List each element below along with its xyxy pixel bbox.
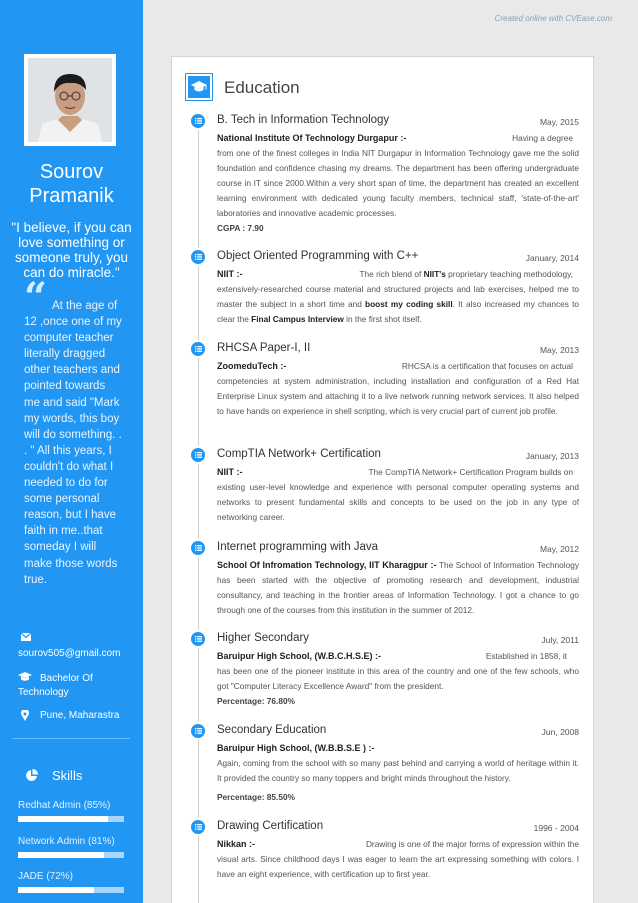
entry-description: competencies at system administration, including installation and configuration of a Red Hat Enterprise Linux system and attaching it to a live network running network services. It also helped to have hands on experience in shell scripting, which is very crucial part of current job profile. bbox=[217, 376, 579, 416]
entry-date: July, 2011 bbox=[541, 635, 579, 645]
entry-title: Secondary Education bbox=[217, 724, 327, 736]
list-icon bbox=[191, 448, 205, 462]
skill-fill bbox=[18, 816, 108, 822]
entry-institution: ZoomeduTech :- bbox=[217, 361, 287, 371]
entry-lead: Drawing is one of the major forms of expression within the bbox=[365, 839, 579, 849]
sidebar bbox=[0, 0, 143, 903]
entry-description: existing user-level knowledge and experience with personal computer operating systems and networks to present fundamental skills and concepts to be used on the job in any type of networking career. bbox=[217, 482, 579, 522]
skill-bar-redhat bbox=[18, 816, 124, 822]
entry-body bbox=[217, 465, 579, 525]
entry-institution: Baruipur High School, (W.B.C.H.S.E) :- bbox=[217, 651, 381, 661]
entry-date: January, 2014 bbox=[525, 253, 579, 263]
motto: "I believe, if you can love something or someone truly, you can do miracle." bbox=[11, 220, 132, 280]
skills-title: Skills bbox=[52, 768, 83, 783]
entry-grade: Percentage: 76.80% bbox=[217, 696, 295, 706]
entry-institution: Baruipur High School, (W.B.B.S.E ) :- bbox=[217, 743, 375, 753]
entry-description: extensively-researched course material and structured projects and lab exercises, helped me to master the subject in a short time and bbox=[217, 284, 579, 309]
entry-lead: Established in 1858, it bbox=[485, 651, 567, 661]
entry-date: Jun, 2008 bbox=[541, 727, 579, 737]
education-heading: Education bbox=[224, 78, 300, 97]
entry-title: B. Tech in Information Technology bbox=[217, 114, 390, 126]
graduation-cap-icon bbox=[188, 76, 210, 98]
entry-highlight: boost my coding skill bbox=[365, 299, 453, 309]
map-marker-icon bbox=[21, 710, 29, 721]
story-text: At the age of 12 ,once one of my computer teacher literally dragged other teachers and pointed towards me and said "Mark my words, this boy will do something. . . " All this years, I couldn't do what I needed to do for some personal reason, but I have faith in me..that someday I will make those words true. bbox=[24, 300, 122, 586]
education-section-icon bbox=[185, 73, 213, 101]
entry-lead: Having a degree bbox=[512, 133, 573, 143]
entry-body bbox=[217, 359, 579, 419]
entry-description: Again, coming from the school with so many past behind and carrying a world of heritage within it. It provided the country so many toppers and bright minds throughout the history. bbox=[217, 758, 579, 783]
skill-label-network: Network Admin (81%) bbox=[18, 836, 115, 847]
list-icon bbox=[191, 820, 205, 834]
entry-description: visual arts. Since childhood days I was eager to learn the art expressing something with colors. I have an eight experience, with certification up to first year. bbox=[217, 854, 579, 879]
contact-location: Pune, Maharastra bbox=[40, 710, 120, 721]
entry-highlight: Final Campus Interview bbox=[251, 314, 344, 324]
entry-date: January, 2013 bbox=[525, 451, 579, 461]
portrait-photo bbox=[28, 58, 112, 142]
pie-chart-icon bbox=[24, 768, 38, 782]
entry-institution: NIIT :- bbox=[217, 467, 243, 477]
entry-title: Internet programming with Java bbox=[217, 541, 379, 553]
entry-date: May, 2013 bbox=[539, 345, 579, 355]
entry-highlight: NIIT's bbox=[423, 269, 446, 279]
entry-date: May, 2012 bbox=[539, 544, 579, 554]
list-icon bbox=[191, 250, 205, 264]
entry-title: Object Oriented Programming with C++ bbox=[217, 250, 419, 262]
entry-description: has been one of the pioneer institute in this area of the country and one of the few schools, who got "Computer Literacy Excellence Award" from the president. bbox=[217, 666, 579, 691]
envelope-icon bbox=[20, 632, 32, 642]
entry-lead: RHCSA is a certification that focuses on actual bbox=[401, 361, 573, 371]
timeline-line bbox=[198, 113, 199, 903]
entry-body bbox=[217, 649, 579, 709]
entry-date: 1996 - 2004 bbox=[533, 823, 579, 833]
entry-lead: The rich blend of bbox=[359, 269, 422, 279]
list-icon bbox=[191, 114, 205, 128]
skill-fill bbox=[18, 852, 104, 858]
skill-bar-network bbox=[18, 852, 124, 858]
last-name: Pramanik bbox=[29, 185, 114, 207]
entry-institution: NIIT :- bbox=[217, 269, 243, 279]
entry-date: May, 2015 bbox=[539, 117, 579, 127]
skill-bar-jade bbox=[18, 887, 124, 893]
entry-description-2: . It also increased my chances to clear the bbox=[217, 299, 580, 324]
entry-institution: Nikkan :- bbox=[217, 839, 256, 849]
entry-description-3: in the first shot itself. bbox=[346, 314, 422, 324]
entry-grade: Percentage: 85.50% bbox=[217, 792, 295, 802]
sidebar-divider bbox=[12, 738, 130, 739]
credit-line: Created online with CVEase.com bbox=[494, 14, 612, 23]
entry-body bbox=[217, 558, 579, 618]
contact-email[interactable]: sourov505@gmail.com bbox=[18, 648, 121, 659]
list-icon bbox=[191, 541, 205, 555]
entry-body bbox=[217, 837, 579, 882]
entry-title: Higher Secondary bbox=[217, 632, 310, 644]
entry-body bbox=[217, 131, 579, 236]
skill-fill bbox=[18, 887, 94, 893]
entry-title: Drawing Certification bbox=[217, 820, 324, 832]
skill-label-jade: JADE (72%) bbox=[18, 871, 74, 882]
entry-title: CompTIA Network+ Certification bbox=[217, 448, 381, 460]
list-icon bbox=[191, 342, 205, 356]
entry-title: RHCSA Paper-I, II bbox=[217, 342, 311, 354]
list-icon bbox=[191, 724, 205, 738]
entry-description: from one of the finest colleges in India NIT Durgapur in Information Technology gave me the solid foundation and confidence chasing my dreams. The department has been offering undergraduate course in IT since 2000.Within a very short span of time, the department has created an excellent learning environment with dedicated young faculty members, technical staff, 'state-of-the-art' laboratories and innovative academic processes. bbox=[217, 148, 579, 218]
personal-story bbox=[24, 298, 124, 588]
list-icon bbox=[191, 632, 205, 646]
entry-grade: CGPA : 7.90 bbox=[217, 223, 264, 233]
first-name: Sourov bbox=[39, 161, 104, 183]
entry-institution: School Of Infromation Technology, IIT Kharagpur :- bbox=[217, 560, 437, 570]
entry-institution: National Institute Of Technology Durgapur :- bbox=[217, 133, 407, 143]
entry-description: Technology has been started with the objective of promoting research and development, industrial consultancy, and teaching in the frontier areas of Information Technology. I got a chance to go through one of the courses from this institution in the summer of 2012. bbox=[217, 560, 580, 615]
entry-lead: The School of Information bbox=[438, 560, 535, 570]
entry-body: NIIT :- The rich blend of NIIT's proprietary teaching methodology, extensively-researched course material and structured projects and lab exercises, helped me to master the subject in a short time and boost my coding skill. It also increased my chances to clear the Final Campus Interview in the first shot itself. bbox=[217, 269, 580, 324]
contact-degree: Bachelor Of Technology bbox=[18, 673, 93, 698]
entry-lead: The CompTIA Network+ Certification Program builds on bbox=[368, 467, 573, 477]
skill-label-redhat: Redhat Admin (85%) bbox=[18, 800, 111, 811]
profile-name bbox=[0, 160, 143, 208]
entry-body bbox=[217, 741, 579, 805]
profile-photo bbox=[24, 54, 116, 146]
quote-icon: “ bbox=[24, 274, 48, 321]
